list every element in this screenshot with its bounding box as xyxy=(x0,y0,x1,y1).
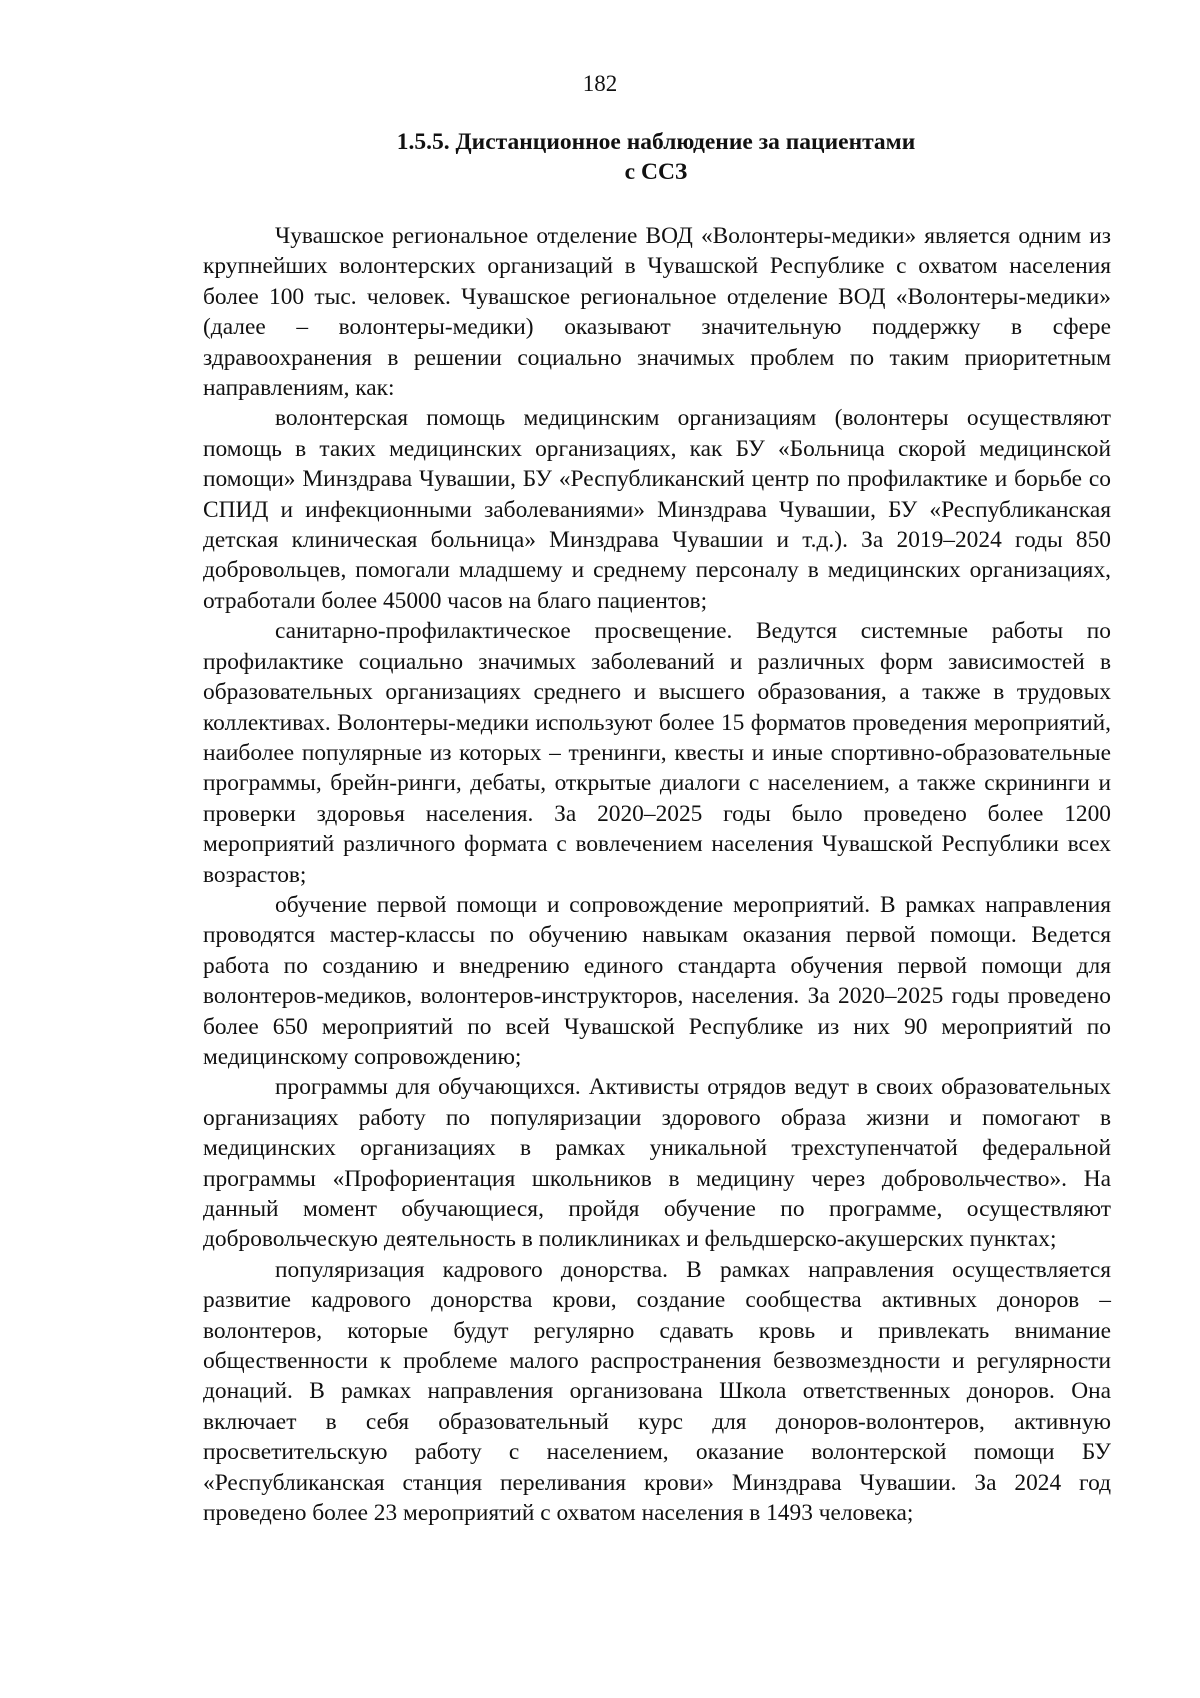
page-number: 182 xyxy=(582,71,618,96)
paragraph-blood-donation: популяризация кадрового донорства. В рамках направления осуществляется развитие кадрового донорства крови, создание сообщества активных доноров – волонтеров, которые будут регулярно сдавать кровь и привлекать внимание общественности к проблеме малого распространения безвозмездности и регулярности донаций. В рамках направления организована Школа ответственных доноров. Она включает в себя образовательный курс для доноров-волонтеров, активную просветительскую работу с населением, оказание волонтерской помощи БУ «Республиканская станция переливания крови» Минздрава Чувашии. За 2024 год проведено более 23 мероприятий с охватом населения в 1493 человека; xyxy=(203,1256,1111,1527)
section-heading-line-1: 1.5.5. Дистанционное наблюдение за пациентами xyxy=(396,129,916,155)
section-heading-line-2: с ССЗ xyxy=(624,159,688,185)
section-heading xyxy=(200,127,1112,187)
paragraph-sanitary-education: санитарно-профилактическое просвещение. Ведутся системные работы по профилактике социально значимых заболеваний и различных форм зависимостей в образовательных организациях среднего и высшего образования, а также в трудовых коллективах. Волонтеры-медики используют более 15 форматов проведения мероприятий, наиболее популярные из которых – тренинги, квесты и иные спортивно-образовательные программы, брейн-ринги, дебаты, открытые диалоги с населением, а также скрининги и проверки здоровья населения. За 2020–2025 годы было проведено более 1200 мероприятий различного формата с вовлечением населения Чувашской Республики всех возрастов; xyxy=(203,618,1111,888)
paragraph-volunteer-help: волонтерская помощь медицинским организациям (волонтеры осуществляют помощь в таких медицинских организациях, как БУ «Больница скорой медицинской помощи» Минздрава Чувашии, БУ «Республиканский центр по профилактике и борьбе со СПИД и инфекционными заболеваниями» Минздрава Чувашии, БУ «Республиканская детская клиническая больница» Минздрава Чувашии и т.д.). За 2019–2024 годы 850 добровольцев, помогали младшему и среднему персоналу в медицинских организациях, отработали более 45000 часов на благо пациентов; xyxy=(203,405,1111,614)
paragraph-first-aid: обучение первой помощи и сопровождение мероприятий. В рамках направления проводятся мастер-классы по обучению навыкам оказания первой помощи. Ведется работа по созданию и внедрению единого стандарта обучения первой помощи для волонтеров-медиков, волонтеров-инструкторов, населения. За 2020–2025 годы проведено более 650 мероприятий по всей Чувашской Республике из них 90 мероприятий по медицинскому сопровождению; xyxy=(203,891,1111,1070)
paragraph-student-programs: программы для обучающихся. Активисты отрядов ведут в своих образовательных организациях работу по популяризации здорового образа жизни и помогают в медицинских организациях в рамках уникальной трехступенчатой федеральной программы «Профориентация школьников в медицину через добровольчество». На данный момент обучающиеся, пройдя обучение по программе, осуществляют добровольческую деятельность в поликлиниках и фельдшерско-акушерских пунктах; xyxy=(203,1074,1111,1253)
body-text xyxy=(203,221,1111,1528)
paragraph-intro: Чувашское региональное отделение ВОД «Волонтеры-медики» является одним из крупнейших волонтерских организаций в Чувашской Республике с охватом населения более 100 тыс. человек. Чувашское региональное отделение ВОД «Волонтеры-медики» (далее – волонтеры-медики) оказывают значительную поддержку в сфере здравоохранения в решении социально значимых проблем по таким приоритетным направлениям, как: xyxy=(203,223,1111,402)
